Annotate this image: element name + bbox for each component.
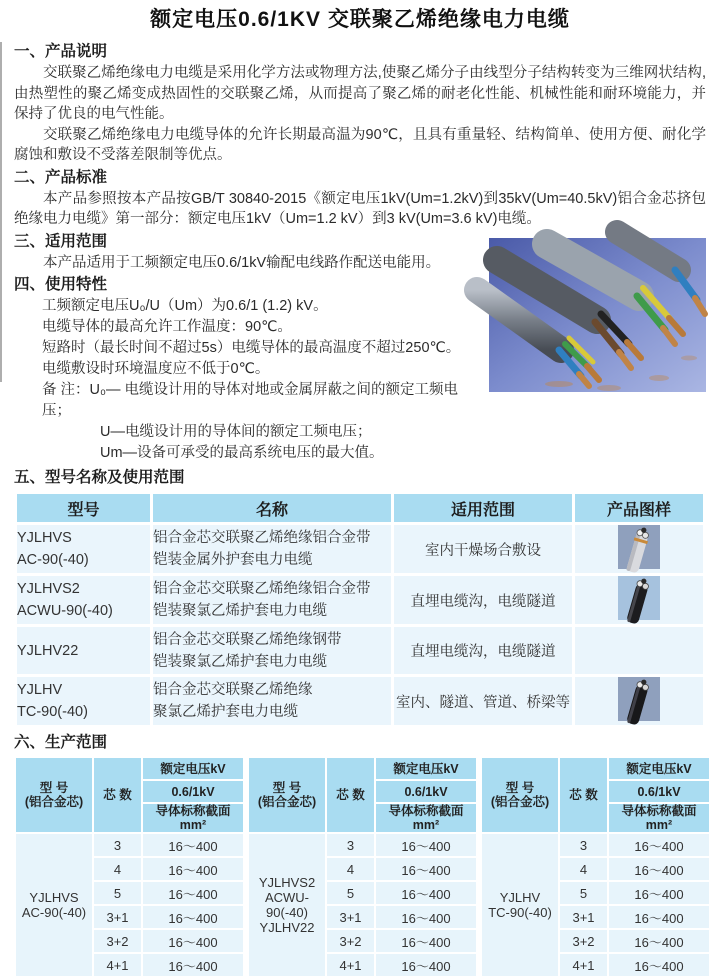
cores-cell: 4+1 <box>327 954 374 976</box>
section4-note3: Um—设备可承受的最高系统电压的最大值。 <box>100 445 384 461</box>
cores-cell: 3+2 <box>560 930 607 952</box>
section4-heading: 四、使用特性 <box>14 276 108 293</box>
image-cell <box>575 525 703 573</box>
range-cell: 16～400 <box>609 930 709 952</box>
scope-cell: 直埋电缆沟，电缆隧道 <box>394 576 572 624</box>
cores-cell: 3 <box>94 834 141 856</box>
range-cell: 16～400 <box>376 930 476 952</box>
range-cell: 16～400 <box>609 906 709 928</box>
silver-cable-thumbnail-icon <box>618 525 660 573</box>
range-cell: 16～400 <box>143 858 243 880</box>
table-row <box>17 677 703 725</box>
cores-cell: 3+2 <box>94 930 141 952</box>
section6-heading: 六、生产范围 <box>14 734 108 751</box>
section4-note2: U—电缆设计用的导体间的额定工频电压； <box>100 424 372 440</box>
range-cell: 16～400 <box>143 882 243 904</box>
section2-paragraph1: 本产品参照按本产品按GB/T 30840-2015《额定电压1kV(Um=1.2kV)到35kV(Um=40.5kV)铝合金芯挤包绝缘电力电缆》第一部分：额定电压1kV（Um=1.2 kV）到3 kV(Um=3.6 kV)电缆。 <box>14 190 706 227</box>
cores-cell: 3 <box>327 834 374 856</box>
cores-cell: 3 <box>560 834 607 856</box>
table-row <box>17 627 703 674</box>
black-cable-thumbnail-icon <box>618 677 660 725</box>
model-value-cell: YJLHV TC-90(-40) <box>482 834 558 976</box>
rating-header-cell: 0.6/1kV <box>376 781 476 802</box>
range-cell: 16～400 <box>376 906 476 928</box>
section3-paragraph1: 本产品适用于工频额定电压0.6/1kV输配电线路作配送电能用。 <box>43 254 441 271</box>
table-row <box>482 758 709 779</box>
image-column-header: 产品图样 <box>575 494 703 522</box>
section-header-cell: 导体标称截面mm² <box>143 804 243 832</box>
cores-cell: 5 <box>560 882 607 904</box>
production-table-group-2 <box>247 756 478 978</box>
name-column-header: 名称 <box>153 494 391 522</box>
model-column-header: 型号 <box>17 494 150 522</box>
table-row <box>16 834 243 856</box>
voltage-header-cell: 额定电压kV <box>609 758 709 779</box>
rating-header-cell: 0.6/1kV <box>609 781 709 802</box>
range-cell: 16～400 <box>376 858 476 880</box>
model-header-cell: 型 号 (铝合金芯) <box>16 758 92 832</box>
name-cell: 铝合金芯交联聚乙烯绝缘 聚氯乙烯护套电力电缆 <box>153 677 391 725</box>
cores-cell: 5 <box>327 882 374 904</box>
black-cable-thumbnail-icon <box>618 576 660 624</box>
model-header-cell: 型 号 (铝合金芯) <box>482 758 558 832</box>
table-row <box>16 758 243 779</box>
section4-line4: 电缆敷设时环境温度应不低于0℃。 <box>42 361 270 377</box>
cable-product-photo <box>489 238 706 392</box>
image-cell-empty <box>575 627 703 674</box>
range-cell: 16～400 <box>143 906 243 928</box>
range-cell: 16～400 <box>376 834 476 856</box>
scan-edge-artifact <box>0 42 2 382</box>
section1-paragraph2: 交联聚乙烯绝缘电力电缆导体的允许长期最高温为90℃，且具有重量轻、结构简单、使用方便、耐化学腐蚀和敷设不受落差限制等优点。 <box>14 126 706 163</box>
production-table-group-3 <box>480 756 711 978</box>
cores-cell: 4+1 <box>94 954 141 976</box>
range-cell: 16～400 <box>143 834 243 856</box>
range-cell: 16～400 <box>376 882 476 904</box>
scope-cell: 直埋电缆沟，电缆隧道 <box>394 627 572 674</box>
voltage-header-cell: 额定电压kV <box>376 758 476 779</box>
model-cell: YJLHV22 <box>17 627 150 674</box>
section-header-cell: 导体标称截面mm² <box>376 804 476 832</box>
table-row <box>249 758 476 779</box>
cores-cell: 3+1 <box>560 906 607 928</box>
section5-heading: 五、型号名称及使用范围 <box>14 469 185 486</box>
cores-cell: 4 <box>94 858 141 880</box>
section2-heading: 二、产品标准 <box>14 168 108 186</box>
table-row <box>249 834 476 856</box>
section4-line2: 电缆导体的最高允许工作温度：90℃。 <box>42 319 292 335</box>
table-row <box>482 834 709 856</box>
cores-header-cell: 芯 数 <box>327 758 374 832</box>
range-cell: 16～400 <box>609 954 709 976</box>
range-cell: 16～400 <box>143 954 243 976</box>
production-range-table <box>14 756 708 978</box>
image-cell <box>575 677 703 725</box>
section1-paragraph1: 交联聚乙烯绝缘电力电缆是采用化学方法或物理方法,使聚乙烯分子由线型分子结构转变为三维网状结构,由热塑性的聚乙烯变成热固性的交联聚乙烯，从而提高了聚乙烯的耐老化性能、机械性能和耐环境能力，并保持了优良的电气性能。 <box>14 65 706 122</box>
cores-cell: 4+1 <box>560 954 607 976</box>
range-cell: 16～400 <box>609 834 709 856</box>
cores-cell: 4 <box>560 858 607 880</box>
page-title: 额定电压0.6/1KV 交联聚乙烯绝缘电力电缆 <box>150 8 570 31</box>
model-table-header-row <box>17 494 703 522</box>
name-cell: 铝合金芯交联聚乙烯绝缘钢带 铠装聚氯乙烯护套电力电缆 <box>153 627 391 674</box>
production-table-group-1 <box>14 756 245 978</box>
cores-cell: 3+2 <box>327 930 374 952</box>
scope-cell: 室内干燥场合敷设 <box>394 525 572 573</box>
model-cell: YJLHVS AC-90(-40) <box>17 525 150 573</box>
range-cell: 16～400 <box>376 954 476 976</box>
cores-header-cell: 芯 数 <box>94 758 141 832</box>
rating-header-cell: 0.6/1kV <box>143 781 243 802</box>
model-cell: YJLHVS2 ACWU-90(-40) <box>17 576 150 624</box>
name-cell: 铝合金芯交联聚乙烯绝缘铝合金带 铠装聚氯乙烯护套电力电缆 <box>153 576 391 624</box>
range-cell: 16～400 <box>609 858 709 880</box>
cores-cell: 4 <box>327 858 374 880</box>
section4-note1: 备 注：U₀— 电缆设计用的导体对地或金属屏蔽之间的额定工频电压； <box>42 382 459 419</box>
cores-cell: 3+1 <box>94 906 141 928</box>
model-header-cell: 型 号 (铝合金芯) <box>249 758 325 832</box>
cores-header-cell: 芯 数 <box>560 758 607 832</box>
range-cell: 16～400 <box>609 882 709 904</box>
cores-cell: 3+1 <box>327 906 374 928</box>
image-cell <box>575 576 703 624</box>
section1-heading: 一、产品说明 <box>14 43 108 60</box>
table-row <box>17 576 703 624</box>
cores-cell: 5 <box>94 882 141 904</box>
scope-column-header: 适用范围 <box>394 494 572 522</box>
section3-heading: 三、适用范围 <box>14 232 108 250</box>
scope-cell: 室内、隧道、管道、桥梁等 <box>394 677 572 725</box>
section4-line1: 工频额定电压U₀/U（Um）为0.6/1 (1.2) kV。 <box>42 298 328 314</box>
table-row <box>17 525 703 573</box>
name-cell: 铝合金芯交联聚乙烯绝缘铝合金带 铠装金属外护套电力电缆 <box>153 525 391 573</box>
range-cell: 16～400 <box>143 930 243 952</box>
voltage-header-cell: 额定电压kV <box>143 758 243 779</box>
section-header-cell: 导体标称截面mm² <box>609 804 709 832</box>
model-name-scope-table <box>14 491 706 728</box>
model-value-cell: YJLHVS AC-90(-40) <box>16 834 92 976</box>
model-value-cell: YJLHVS2 ACWU-90(-40) YJLHV22 <box>249 834 325 976</box>
section4-line3: 短路时（最长时间不超过5s）电缆导体的最高温度不超过250℃。 <box>42 340 461 356</box>
model-cell: YJLHV TC-90(-40) <box>17 677 150 725</box>
